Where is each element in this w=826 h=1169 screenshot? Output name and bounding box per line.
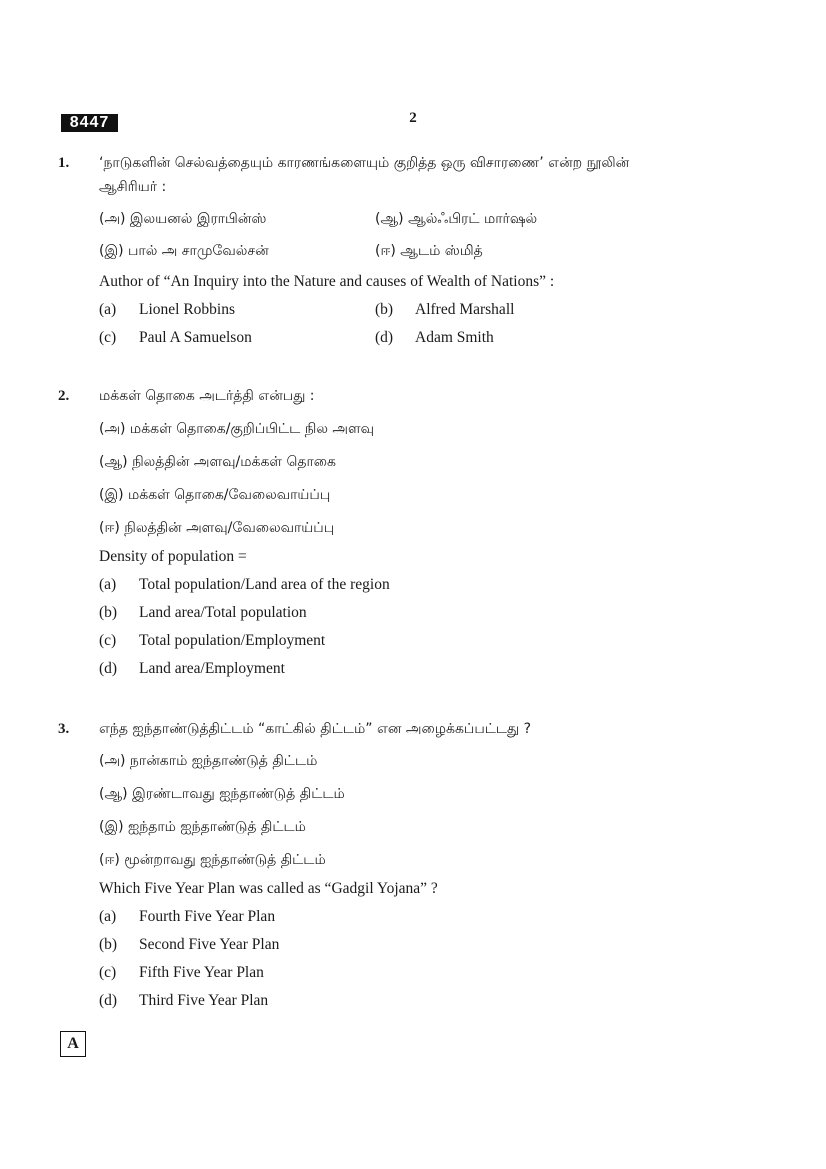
english-option-a: [99, 908, 275, 926]
english-question-stem: Density of population =: [99, 548, 247, 565]
english-question-stem: Author of “An Inquiry into the Nature and causes of Wealth of Nations” :: [99, 273, 555, 290]
option-text: Land area/Total population: [139, 604, 307, 621]
english-option-b: [99, 604, 307, 622]
option-text: Total population/Land area of the region: [139, 576, 390, 593]
english-option-b: [375, 301, 514, 319]
option-text: Alfred Marshall: [415, 301, 515, 318]
option-label: (b): [99, 604, 118, 621]
option-label: (a): [99, 301, 117, 318]
question-number: 3.: [58, 721, 70, 737]
english-option-c: [99, 632, 325, 650]
tamil-option-d: (ஈ) நிலத்தின் அளவு/வேலைவாய்ப்பு: [99, 520, 335, 536]
tamil-question-stem-cont: ஆசிரியர் :: [99, 179, 167, 195]
tamil-option-a: (அ) இலயனல் இராபின்ஸ்: [99, 211, 267, 227]
tamil-option-b: (ஆ) ஆல்ஃபிரட் மார்ஷல்: [375, 211, 538, 227]
tamil-option-d: (ஈ) ஆடம் ஸ்மித்: [375, 243, 483, 259]
option-label: (a): [99, 908, 117, 925]
tamil-question-stem: மக்கள் தொகை அடர்த்தி என்பது :: [99, 388, 315, 404]
tamil-option-d: (ஈ) மூன்றாவது ஐந்தாண்டுத் திட்டம்: [99, 852, 326, 868]
tamil-option-b: (ஆ) நிலத்தின் அளவு/மக்கள் தொகை: [99, 454, 337, 470]
question-number: 2.: [58, 388, 70, 404]
english-option-a: [99, 301, 235, 319]
tamil-question-stem: ‘நாடுகளின் செல்வத்தையும் காரணங்களையும் குறித்த ஒரு விசாரணை’ என்ற நூலின்: [99, 155, 630, 171]
tamil-option-c: (இ) பால் அ சாமுவேல்சன்: [99, 243, 269, 259]
question-paper-code: 8447: [61, 114, 118, 132]
option-label: (c): [99, 964, 117, 981]
english-option-d: [99, 992, 268, 1010]
option-label: (c): [99, 632, 117, 649]
page-number: 2: [409, 110, 417, 126]
option-text: Fourth Five Year Plan: [139, 908, 276, 925]
tamil-option-b: (ஆ) இரண்டாவது ஐந்தாண்டுத் திட்டம்: [99, 786, 345, 802]
english-option-d: [99, 660, 285, 678]
english-option-b: [99, 936, 279, 954]
tamil-option-c: (இ) ஐந்தாம் ஐந்தாண்டுத் திட்டம்: [99, 819, 306, 835]
english-option-c: [99, 964, 264, 982]
english-option-c: [99, 329, 252, 347]
option-text: Paul A Samuelson: [139, 329, 252, 346]
tamil-question-stem: எந்த ஐந்தாண்டுத்திட்டம் “காட்கில் திட்டம்” என அழைக்கப்பட்டது ?: [99, 721, 532, 737]
option-text: Total population/Employment: [139, 632, 326, 649]
option-text: Land area/Employment: [139, 660, 285, 677]
option-text: Second Five Year Plan: [139, 936, 280, 953]
tamil-option-a: (அ) மக்கள் தொகை/குறிப்பிட்ட நில அளவு: [99, 421, 375, 437]
question-number: 1.: [58, 155, 70, 171]
tamil-option-c: (இ) மக்கள் தொகை/வேலைவாய்ப்பு: [99, 487, 331, 503]
option-label: (b): [375, 301, 394, 318]
option-label: (b): [99, 936, 118, 953]
option-label: (d): [99, 992, 118, 1009]
question-series-box: A: [60, 1031, 86, 1057]
english-option-a: [99, 576, 390, 594]
option-text: Adam Smith: [415, 329, 494, 346]
option-text: Lionel Robbins: [139, 301, 236, 318]
option-label: (d): [99, 660, 118, 677]
english-option-d: [375, 329, 494, 347]
option-label: (d): [375, 329, 394, 346]
tamil-option-a: (அ) நான்காம் ஐந்தாண்டுத் திட்டம்: [99, 753, 318, 769]
option-label: (c): [99, 329, 117, 346]
option-text: Third Five Year Plan: [139, 992, 269, 1009]
option-text: Fifth Five Year Plan: [139, 964, 264, 981]
english-question-stem: Which Five Year Plan was called as “Gadgil Yojana” ?: [99, 880, 438, 897]
option-label: (a): [99, 576, 117, 593]
